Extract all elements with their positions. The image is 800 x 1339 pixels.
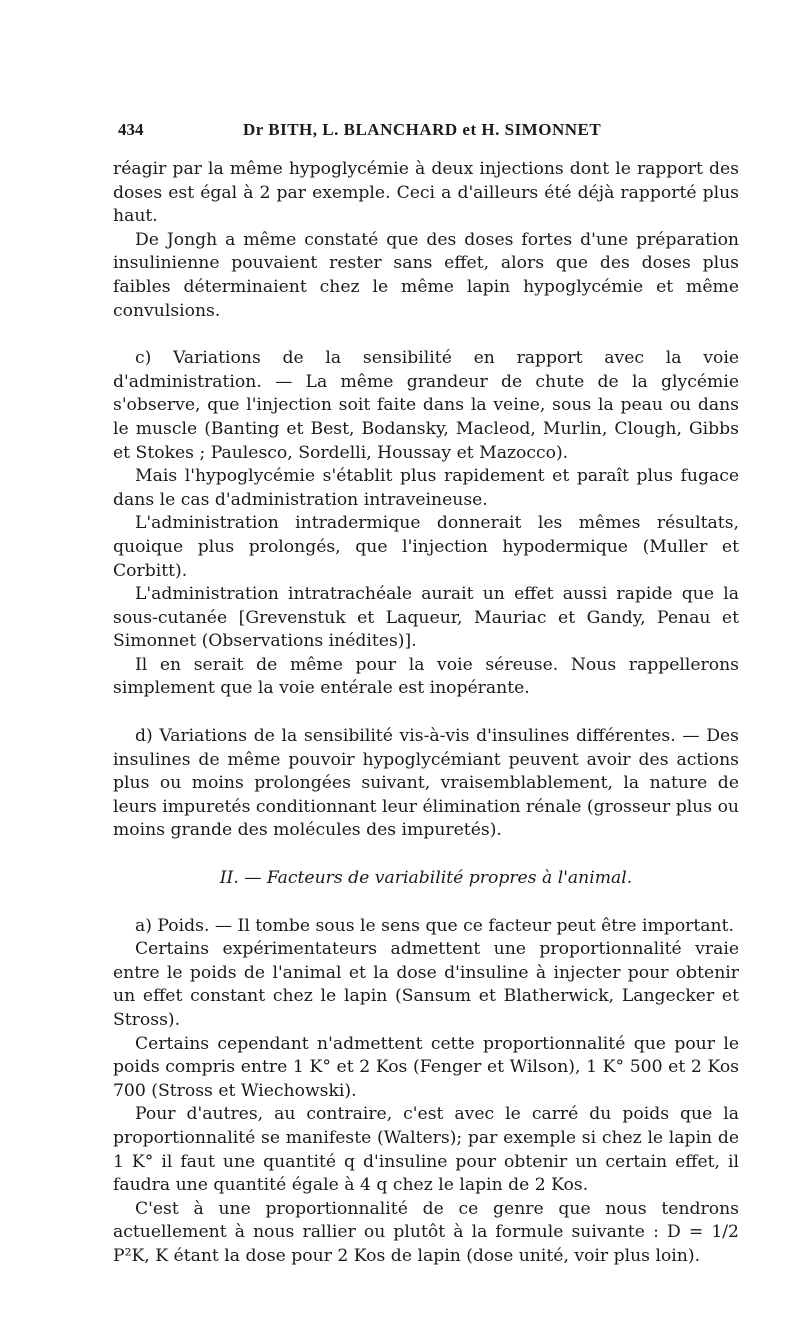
paragraph: L'administration intradermique donnerait les mêmes résultats, quoique plus prolongés, que l'injection hypodermique (Muller et Corbitt). (113, 513, 739, 581)
section-d-paragraph: d) Variations de la sensibilité vis-à-vis d'insulines différentes. — Des insulines de même pouvoir hypoglycémiant peuvent avoir des actions plus ou moins prolongées suivant, vraisemblablement, la nature de leurs impuretés conditionnant leur élimination rénale (grosseur plus ou moins grande des molécules des impuretés). (113, 726, 739, 841)
section-c-paragraph: c) Variations de la sensibilité en rapport avec la voie d'administration. — La même grandeur de chute de la glycémie s'observe, que l'injection soit faite dans la veine, sous la peau ou dans le muscle (Banting et Best, Bodansky, Macleod, Murlin, Clough, Gibbs et Stokes ; Paulesco, Sordelli, Houssay et Mazocco). (113, 348, 739, 463)
paragraph: C'est à une proportionnalité de ce genre que nous tendrons actuellement à nous rallier ou plutôt à la formule suivante : D = 1/2 P²K, K étant la dose pour 2 Kos de lapin (dose unité, voir plus loin). (113, 1198, 739, 1266)
paragraph: L'administration intratrachéale aurait un effet aussi rapide que la sous-cutanée [Grevenstuk et Laqueur, Mauriac et Gandy, Penau et Simonnet (Observations inédites)]. (113, 584, 739, 652)
paragraph: Certains cependant n'admettent cette proportionnalité que pour le poids compris entre 1 K° et 2 Kos (Fenger et Wilson), 1 K° 500 et 2 Kos 700 (Stross et Wiechowski). (113, 1033, 739, 1101)
subsection-a-paragraph: a) Poids. — Il tombe sous le sens que ce facteur peut être important. (135, 915, 734, 936)
body-text (113, 158, 739, 1269)
paragraph: réagir par la même hypoglycémie à deux injections dont le rapport des doses est égal à 2 par exemple. Ceci a d'ailleurs été déjà rapporté plus haut. (113, 159, 739, 227)
page-number: 434 (118, 120, 144, 139)
paragraph: Pour d'autres, au contraire, c'est avec le carré du poids que la proportionnalité se manifeste (Walters); par exemple si chez le lapin de 1 K° il faut une quantité q d'insuline pour obtenir un certain effet, il faudra une quantité égale à 4 q chez le lapin de 2 Kos. (113, 1104, 739, 1196)
paragraph: Certains expérimentateurs admettent une proportionnalité vraie entre le poids de l'animal et la dose d'insuline à injecter pour obtenir un effet constant chez le lapin (Sansum et Blatherwick, Langecker et Stross). (113, 939, 739, 1030)
paragraph: De Jongh a même constaté que des doses fortes d'une préparation insulinienne pouvaient rester sans effet, alors que des doses plus faibles déterminaient chez le même lapin hypoglycémie et même convulsions. (113, 229, 739, 321)
paragraph: Mais l'hypoglycémie s'établit plus rapidement et paraît plus fugace dans le cas d'administration intraveineuse. (113, 466, 739, 510)
running-title-authors: Dr BITH, L. BLANCHARD et H. SIMONNET (243, 120, 602, 139)
paragraph: Il en serait de même pour la voie séreuse. Nous rappellerons simplement que la voie entérale est inopérante. (113, 654, 739, 699)
section-heading: II. — Facteurs de variabilité propres à l'animal. (219, 868, 633, 889)
